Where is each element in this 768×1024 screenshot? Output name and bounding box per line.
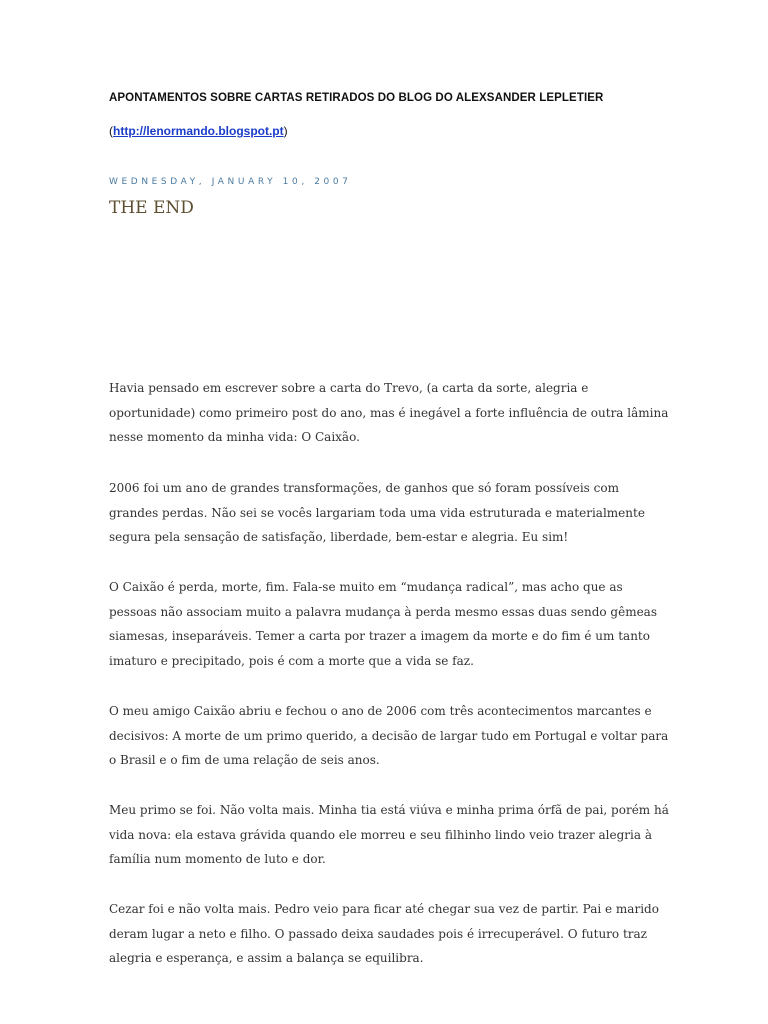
post-paragraph: 2006 foi um ano de grandes transformações, de ganhos que só foram possíveis com grandes perdas. Não sei se vocês largariam toda uma vida estruturada e materialmente segura pela sensação de satisfação, liberdade, bem-estar e alegria. Eu sim! xyxy=(109,481,645,545)
document-title: APONTAMENTOS SOBRE CARTAS RETIRADOS DO BLOG DO ALEXSANDER LEPLETIER xyxy=(109,92,604,104)
post-date: WEDNESDAY, JANUARY 10, 2007 xyxy=(109,177,352,187)
source-close-paren: ) xyxy=(283,124,288,138)
post-paragraph: Cezar foi e não volta mais. Pedro veio para ficar até chegar sua vez de partir. Pai e marido deram lugar a neto e filho. O passado deixa saudades pois é irrecuperável. O futuro traz alegria e esperança, e assim a balança se equilibra. xyxy=(109,902,659,966)
source-open-paren: ( xyxy=(109,124,113,138)
post-paragraph: Meu primo se foi. Não volta mais. Minha tia está viúva e minha prima órfã de pai, porém há vida nova: ela estava grávida quando ele morreu e seu filhinho lindo veio trazer alegria à família num momento de luto e dor. xyxy=(109,803,669,867)
source-line xyxy=(109,124,288,138)
post-paragraph: Havia pensado em escrever sobre a carta do Trevo, (a carta da sorte, alegria e oportunidade) como primeiro post do ano, mas é inegável a forte influência de outra lâmina nesse momento da minha vida: O Caixão. xyxy=(109,381,669,445)
source-link[interactable]: http://lenormando.blogspot.pt xyxy=(113,124,284,138)
post-paragraph: O meu amigo Caixão abriu e fechou o ano de 2006 com três acontecimentos marcantes e decisivos: A morte de um primo querido, a decisão de largar tudo em Portugal e voltar para o Brasil e o fim de uma relação de seis anos. xyxy=(109,704,669,768)
post-paragraph: O Caixão é perda, morte, fim. Fala-se muito em “mudança radical”, mas acho que as pessoas não associam muito a palavra mudança à perda mesmo essas duas sendo gêmeas siamesas, inseparáveis. Temer a carta por trazer a imagem da morte e do fim é um tanto imaturo e precipitado, pois é com a morte que a vida se faz. xyxy=(109,580,657,669)
post-title: THE END xyxy=(109,198,194,218)
